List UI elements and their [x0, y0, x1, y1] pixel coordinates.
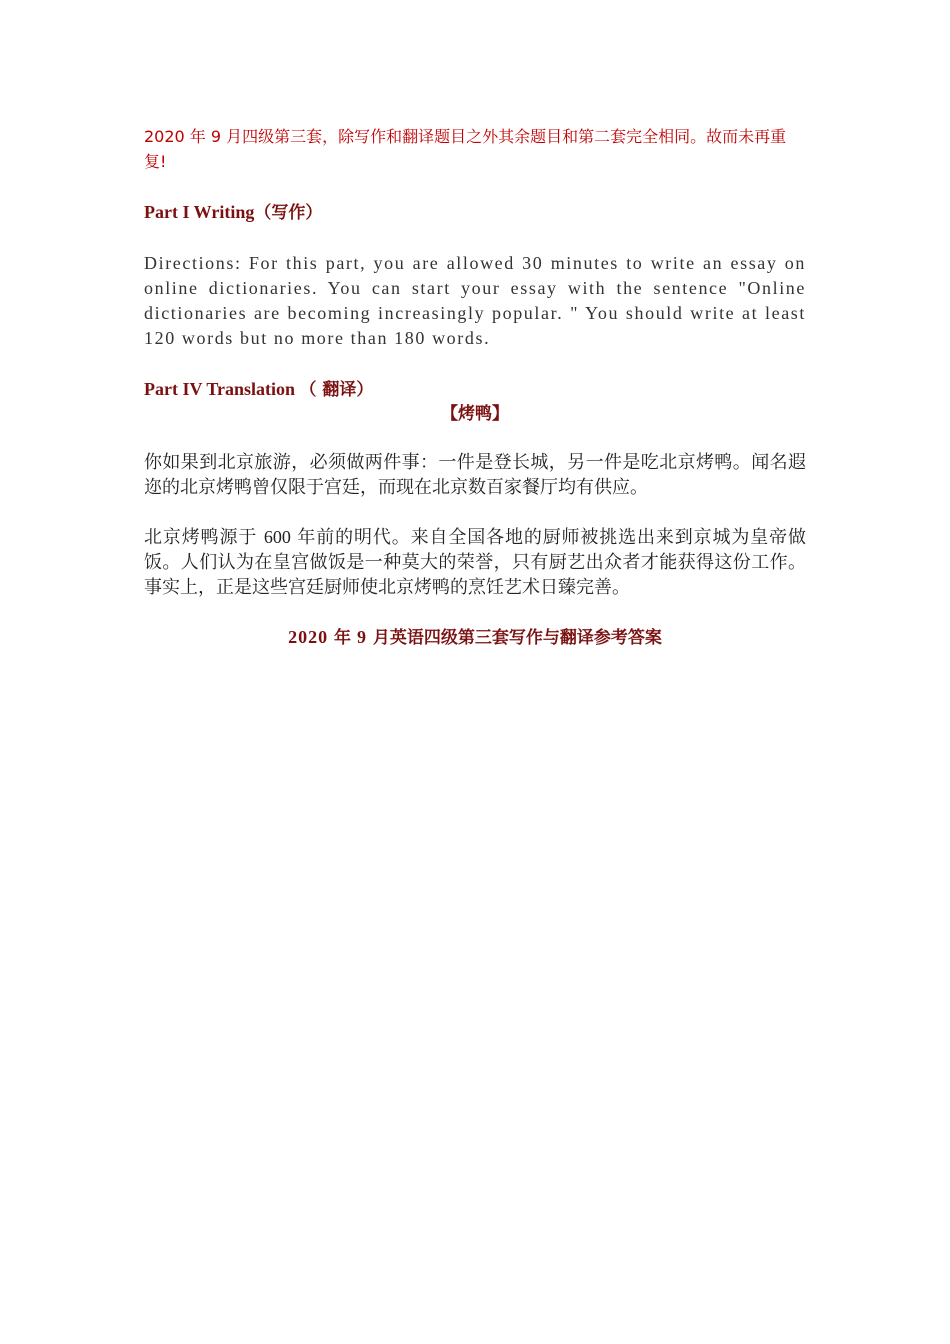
translation-subtitle: 【烤鸭】	[441, 404, 509, 424]
notice-text: 2020 年 9 月四级第三套，除写作和翻译题目之外其余题目和第二套完全相同。故而未再重复!	[144, 127, 787, 171]
answer-title	[144, 625, 806, 650]
translation-heading-cn: （ 翻译）	[299, 380, 374, 400]
writing-heading-cn: （写作）	[254, 203, 323, 223]
answer-title-month: 9	[356, 627, 367, 647]
paragraph-2-number: 600	[263, 527, 291, 547]
writing-directions: Directions: For this part, you are allowed 30 minutes to write an essay on online dictionaries. You can start your essay with the sentence "Online dictionaries are becoming increasingly popular. " You should write at least 120 words but no more than 180 words.	[144, 253, 806, 348]
translation-paragraph-1: 你如果到北京旅游，必须做两件事：一件是登长城，另一件是吃北京烤鸭。闻名遐迩的北京烤鸭曾仅限于宫廷，而现在北京数百家餐厅均有供应。	[144, 452, 806, 498]
answer-title-year: 2020	[288, 627, 329, 647]
paragraph-2-pre: 北京烤鸭源于	[144, 527, 264, 548]
translation-paragraph-2	[144, 525, 806, 600]
writing-heading-en: Part I Writing	[144, 202, 255, 222]
translation-heading	[144, 377, 806, 402]
document-page	[144, 124, 806, 650]
answer-title-rest: 月英语四级第三套写作与翻译参考答案	[366, 628, 662, 648]
translation-heading-en: Part IV Translation	[144, 379, 296, 399]
writing-heading	[144, 200, 806, 225]
paragraph-2-post: 年前的明代。来自全国各地的厨师被挑选出来到京城为皇帝做饭。人们认为在皇宫做饭是一种莫大的荣誉，只有厨艺出众者才能获得这份工作。事实上，正是这些宫廷厨师使北京烤鸭的烹饪艺术日臻完善。	[144, 527, 806, 598]
answer-title-year-suffix: 年	[328, 628, 357, 648]
